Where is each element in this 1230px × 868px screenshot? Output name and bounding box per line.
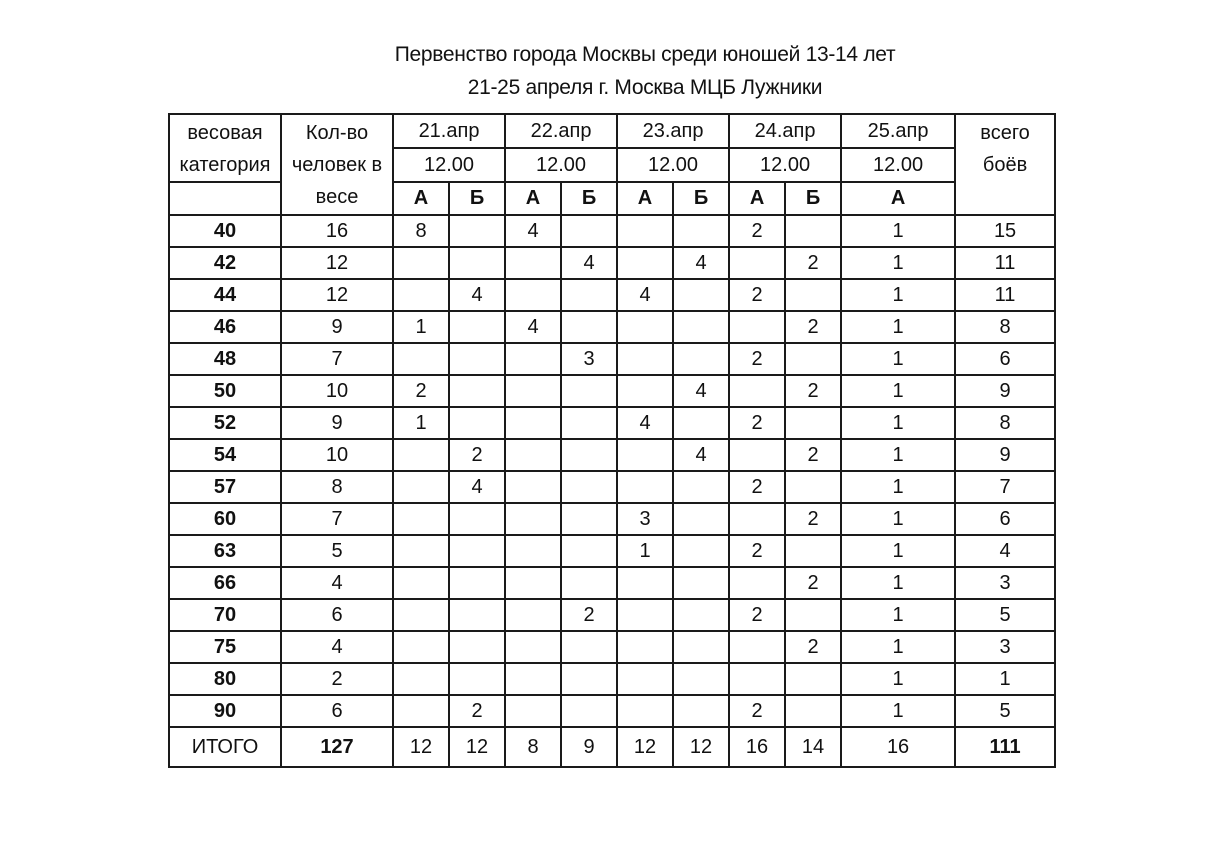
bouts-cell: 1 (841, 439, 955, 471)
bouts-cell: 2 (729, 407, 785, 439)
totals-bouts-cell: 12 (449, 727, 505, 767)
count-cell: 5 (281, 535, 393, 567)
bouts-cell: 1 (841, 215, 955, 247)
bouts-cell (673, 695, 729, 727)
bouts-cell (673, 599, 729, 631)
bouts-cell (505, 407, 561, 439)
table-row (169, 695, 1055, 727)
total-cell: 3 (955, 567, 1055, 599)
table-row (169, 279, 1055, 311)
bouts-cell: 1 (393, 311, 449, 343)
weight-cell: 60 (169, 503, 281, 535)
header-time: 12.00 (729, 148, 841, 182)
weight-cell: 90 (169, 695, 281, 727)
weight-cell: 52 (169, 407, 281, 439)
weight-cell: 66 (169, 567, 281, 599)
bouts-cell (673, 631, 729, 663)
bouts-cell (393, 599, 449, 631)
weight-cell: 48 (169, 343, 281, 375)
bouts-cell: 8 (393, 215, 449, 247)
bouts-cell (449, 503, 505, 535)
bouts-cell: 2 (729, 535, 785, 567)
bouts-cell (561, 439, 617, 471)
header-time: 12.00 (617, 148, 729, 182)
weight-cell: 44 (169, 279, 281, 311)
count-cell: 9 (281, 407, 393, 439)
totals-bouts-cell: 12 (617, 727, 673, 767)
table-row (169, 407, 1055, 439)
bouts-cell (729, 503, 785, 535)
bouts-cell (785, 215, 841, 247)
header-weight-category: весовая категория (169, 114, 281, 182)
bouts-cell: 2 (785, 503, 841, 535)
bouts-cell (449, 247, 505, 279)
bouts-cell: 3 (617, 503, 673, 535)
header-date: 25.апр (841, 114, 955, 148)
bouts-cell (505, 599, 561, 631)
bouts-cell (561, 215, 617, 247)
table-row (169, 631, 1055, 663)
bouts-cell (729, 663, 785, 695)
bouts-cell (505, 663, 561, 695)
count-cell: 9 (281, 311, 393, 343)
count-cell: 12 (281, 247, 393, 279)
bouts-cell (393, 247, 449, 279)
count-cell: 6 (281, 695, 393, 727)
bouts-cell (673, 311, 729, 343)
bouts-cell (393, 567, 449, 599)
bouts-cell (617, 663, 673, 695)
bouts-cell: 1 (841, 503, 955, 535)
total-cell: 8 (955, 407, 1055, 439)
table-row (169, 535, 1055, 567)
document-title: Первенство города Москвы среди юношей 13-14 лет (394, 43, 896, 66)
total-cell: 9 (955, 375, 1055, 407)
header-date: 21.апр (393, 114, 505, 148)
ring-label: Б (785, 182, 841, 215)
table-row (169, 471, 1055, 503)
bouts-cell (617, 695, 673, 727)
bouts-cell: 4 (673, 247, 729, 279)
header-count: Кол-во человек в весе (281, 114, 393, 215)
bouts-cell: 1 (841, 343, 955, 375)
totals-bouts-cell: 8 (505, 727, 561, 767)
bouts-cell: 2 (729, 471, 785, 503)
bouts-cell (785, 599, 841, 631)
bouts-cell (785, 663, 841, 695)
bouts-cell (449, 663, 505, 695)
bouts-cell (505, 279, 561, 311)
ring-label: Б (449, 182, 505, 215)
totals-row (169, 727, 1055, 767)
bouts-cell (393, 279, 449, 311)
totals-label: ИТОГО (169, 727, 281, 767)
header-time: 12.00 (505, 148, 617, 182)
bouts-cell: 2 (729, 279, 785, 311)
schedule-table (168, 113, 1056, 768)
bouts-cell: 4 (617, 279, 673, 311)
bouts-cell (785, 471, 841, 503)
bouts-cell (561, 471, 617, 503)
bouts-cell (673, 663, 729, 695)
total-cell: 15 (955, 215, 1055, 247)
bouts-cell: 2 (785, 311, 841, 343)
grand-total: 111 (955, 727, 1055, 767)
bouts-cell (449, 407, 505, 439)
bouts-cell (449, 215, 505, 247)
bouts-cell (505, 695, 561, 727)
bouts-cell (561, 631, 617, 663)
bouts-cell (449, 375, 505, 407)
table-row (169, 567, 1055, 599)
count-cell: 12 (281, 279, 393, 311)
bouts-cell: 2 (785, 247, 841, 279)
total-cell: 4 (955, 535, 1055, 567)
bouts-cell: 4 (505, 215, 561, 247)
bouts-cell: 1 (617, 535, 673, 567)
bouts-cell (561, 407, 617, 439)
total-cell: 5 (955, 599, 1055, 631)
bouts-cell (393, 439, 449, 471)
ring-label: А (729, 182, 785, 215)
bouts-cell (785, 695, 841, 727)
count-cell: 10 (281, 375, 393, 407)
bouts-cell: 4 (561, 247, 617, 279)
bouts-cell (729, 631, 785, 663)
totals-bouts-cell: 16 (841, 727, 955, 767)
table-row (169, 439, 1055, 471)
bouts-cell (449, 343, 505, 375)
total-cell: 8 (955, 311, 1055, 343)
total-cell: 6 (955, 343, 1055, 375)
bouts-cell (561, 311, 617, 343)
bouts-cell: 2 (729, 695, 785, 727)
bouts-cell (673, 343, 729, 375)
header-weight-spacer (169, 182, 281, 215)
bouts-cell (393, 663, 449, 695)
table-row (169, 663, 1055, 695)
ring-label: А (393, 182, 449, 215)
count-cell: 2 (281, 663, 393, 695)
bouts-cell: 4 (673, 375, 729, 407)
header-date: 24.апр (729, 114, 841, 148)
bouts-cell: 1 (841, 631, 955, 663)
bouts-cell (785, 279, 841, 311)
total-cell: 1 (955, 663, 1055, 695)
table-row (169, 503, 1055, 535)
bouts-cell (393, 343, 449, 375)
bouts-cell (617, 375, 673, 407)
bouts-cell (617, 343, 673, 375)
bouts-cell (505, 375, 561, 407)
table-row (169, 343, 1055, 375)
bouts-cell (561, 663, 617, 695)
bouts-cell: 2 (449, 695, 505, 727)
bouts-cell (561, 535, 617, 567)
bouts-cell: 1 (841, 567, 955, 599)
bouts-cell (449, 535, 505, 567)
bouts-cell (673, 215, 729, 247)
bouts-cell (617, 215, 673, 247)
bouts-cell: 4 (449, 279, 505, 311)
bouts-cell (505, 631, 561, 663)
bouts-cell: 1 (393, 407, 449, 439)
bouts-cell: 4 (449, 471, 505, 503)
header-date: 23.апр (617, 114, 729, 148)
bouts-cell (617, 311, 673, 343)
bouts-cell: 1 (841, 375, 955, 407)
bouts-cell (729, 311, 785, 343)
bouts-cell (729, 439, 785, 471)
bouts-cell (673, 407, 729, 439)
bouts-cell: 4 (673, 439, 729, 471)
table-row (169, 375, 1055, 407)
bouts-cell: 2 (785, 567, 841, 599)
count-cell: 4 (281, 631, 393, 663)
bouts-cell (393, 503, 449, 535)
total-cell: 11 (955, 247, 1055, 279)
totals-bouts-cell: 12 (673, 727, 729, 767)
bouts-cell (505, 247, 561, 279)
bouts-cell (673, 503, 729, 535)
bouts-cell (617, 471, 673, 503)
totals-bouts-cell: 14 (785, 727, 841, 767)
header-total-bouts: всего боёв (955, 114, 1055, 215)
bouts-cell (393, 695, 449, 727)
ring-label: Б (673, 182, 729, 215)
bouts-cell (561, 567, 617, 599)
count-cell: 16 (281, 215, 393, 247)
header-time: 12.00 (841, 148, 955, 182)
bouts-cell (673, 471, 729, 503)
totals-bouts-cell: 16 (729, 727, 785, 767)
bouts-cell: 2 (449, 439, 505, 471)
weight-cell: 80 (169, 663, 281, 695)
bouts-cell: 3 (561, 343, 617, 375)
table-row (169, 247, 1055, 279)
bouts-cell (449, 567, 505, 599)
bouts-cell (393, 631, 449, 663)
count-cell: 10 (281, 439, 393, 471)
bouts-cell (561, 695, 617, 727)
count-cell: 7 (281, 503, 393, 535)
count-cell: 7 (281, 343, 393, 375)
header-row-dates (169, 114, 1055, 148)
total-cell: 6 (955, 503, 1055, 535)
total-cell: 5 (955, 695, 1055, 727)
count-cell: 8 (281, 471, 393, 503)
bouts-cell (785, 343, 841, 375)
weight-cell: 50 (169, 375, 281, 407)
bouts-cell (449, 599, 505, 631)
bouts-cell: 4 (505, 311, 561, 343)
bouts-cell: 1 (841, 407, 955, 439)
document-subtitle: 21-25 апреля г. Москва МЦБ Лужники (467, 76, 823, 99)
bouts-cell (561, 375, 617, 407)
bouts-cell (617, 599, 673, 631)
bouts-cell (617, 439, 673, 471)
bouts-cell (617, 247, 673, 279)
weight-cell: 46 (169, 311, 281, 343)
header-time: 12.00 (393, 148, 505, 182)
bouts-cell (505, 343, 561, 375)
totals-bouts-cell: 12 (393, 727, 449, 767)
bouts-cell (505, 503, 561, 535)
bouts-cell (673, 535, 729, 567)
bouts-cell (785, 407, 841, 439)
bouts-cell (561, 279, 617, 311)
bouts-cell: 1 (841, 247, 955, 279)
table-row (169, 599, 1055, 631)
bouts-cell (393, 535, 449, 567)
bouts-cell: 1 (841, 695, 955, 727)
total-cell: 3 (955, 631, 1055, 663)
ring-label: Б (561, 182, 617, 215)
bouts-cell: 1 (841, 599, 955, 631)
bouts-cell: 2 (785, 375, 841, 407)
weight-cell: 57 (169, 471, 281, 503)
bouts-cell (449, 631, 505, 663)
bouts-cell (449, 311, 505, 343)
weight-cell: 63 (169, 535, 281, 567)
bouts-cell: 2 (785, 439, 841, 471)
bouts-cell: 1 (841, 663, 955, 695)
ring-label: А (841, 182, 955, 215)
bouts-cell (561, 503, 617, 535)
bouts-cell: 1 (841, 471, 955, 503)
table-row (169, 215, 1055, 247)
totals-count: 127 (281, 727, 393, 767)
bouts-cell (673, 567, 729, 599)
bouts-cell (505, 535, 561, 567)
bouts-cell (393, 471, 449, 503)
bouts-cell: 2 (729, 343, 785, 375)
bouts-cell (505, 471, 561, 503)
bouts-cell: 1 (841, 311, 955, 343)
total-cell: 9 (955, 439, 1055, 471)
weight-cell: 75 (169, 631, 281, 663)
weight-cell: 54 (169, 439, 281, 471)
bouts-cell: 4 (617, 407, 673, 439)
bouts-cell: 2 (729, 215, 785, 247)
bouts-cell (729, 567, 785, 599)
table-row (169, 311, 1055, 343)
weight-cell: 70 (169, 599, 281, 631)
bouts-cell: 2 (561, 599, 617, 631)
ring-label: А (505, 182, 561, 215)
totals-bouts-cell: 9 (561, 727, 617, 767)
bouts-cell: 1 (841, 535, 955, 567)
bouts-cell: 1 (841, 279, 955, 311)
count-cell: 6 (281, 599, 393, 631)
count-cell: 4 (281, 567, 393, 599)
bouts-cell: 2 (729, 599, 785, 631)
bouts-cell (505, 439, 561, 471)
bouts-cell (729, 247, 785, 279)
bouts-cell (785, 535, 841, 567)
bouts-cell (505, 567, 561, 599)
bouts-cell (673, 279, 729, 311)
bouts-cell: 2 (393, 375, 449, 407)
weight-cell: 42 (169, 247, 281, 279)
header-date: 22.апр (505, 114, 617, 148)
total-cell: 7 (955, 471, 1055, 503)
bouts-cell (729, 375, 785, 407)
weight-cell: 40 (169, 215, 281, 247)
ring-label: А (617, 182, 673, 215)
bouts-cell: 2 (785, 631, 841, 663)
total-cell: 11 (955, 279, 1055, 311)
bouts-cell (617, 567, 673, 599)
bouts-cell (617, 631, 673, 663)
